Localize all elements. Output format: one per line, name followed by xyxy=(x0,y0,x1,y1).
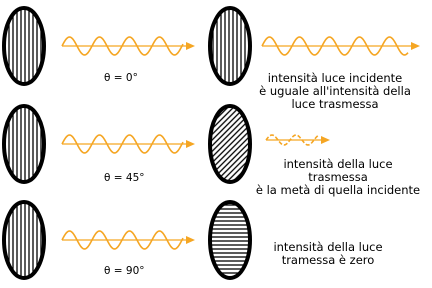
caption-line: è uguale all'intensità della xyxy=(259,84,411,98)
polarizer-disc xyxy=(4,8,44,84)
angle-label-2: θ = 90° xyxy=(104,265,145,277)
caption-line: intensità della luce xyxy=(273,240,383,254)
caption-line: è la metà di quella incidente xyxy=(255,183,421,197)
transmitted-wave xyxy=(262,37,420,55)
caption-line: intensità della luce xyxy=(283,157,393,171)
caption-line: luce trasmessa xyxy=(291,97,379,111)
analyzer-disc xyxy=(210,202,250,278)
angle-label-0: θ = 0° xyxy=(104,72,138,84)
caption-line: tramessa è zero xyxy=(281,253,375,267)
transmitted-wave xyxy=(266,135,330,145)
caption-row-2 xyxy=(258,241,398,267)
analyzer-disc xyxy=(210,106,250,182)
polarizer-disc xyxy=(4,202,44,278)
analyzer-disc xyxy=(210,8,250,84)
angle-label-1: θ = 45° xyxy=(104,172,145,184)
incident-wave xyxy=(62,37,195,55)
caption-line: intensità luce incidente xyxy=(267,71,403,85)
caption-row-1 xyxy=(252,158,424,197)
caption-row-0 xyxy=(250,72,420,111)
caption-line: trasmessa xyxy=(308,170,368,184)
incident-wave xyxy=(62,135,195,153)
polarizer-disc xyxy=(4,106,44,182)
incident-wave xyxy=(62,231,195,249)
